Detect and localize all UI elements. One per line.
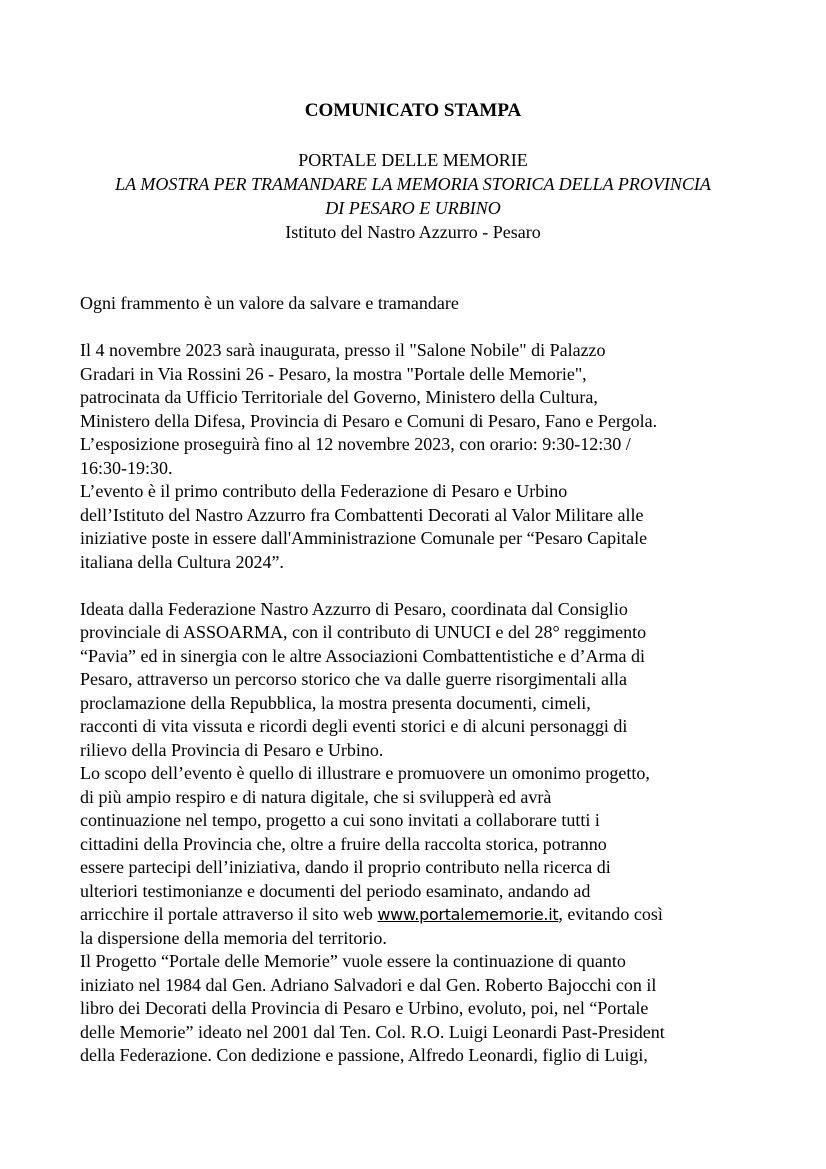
text-line: Pesaro, attraverso un percorso storico che va dalle guerre risorgimentali alla <box>80 669 627 689</box>
link-line-before: arricchire il portale attraverso il sito web <box>80 904 378 924</box>
text-line: la dispersione della memoria del territorio. <box>80 927 387 948</box>
paragraph-1 <box>80 339 760 574</box>
exhibit-subtitle-line-1: LA MOSTRA PER TRAMANDARE LA MEMORIA STORICA DELLA PROVINCIA <box>115 174 711 194</box>
text-line: Lo scopo dell’evento è quello di illustrare e promuovere un omonimo progetto, <box>80 763 650 783</box>
text-line: Il Progetto “Portale delle Memorie” vuole essere la continuazione di quanto <box>80 951 626 971</box>
text-line: Il 4 novembre 2023 sarà inaugurata, presso il "Salone Nobile" di Palazzo <box>80 340 606 360</box>
text-line: L’evento è il primo contributo della Federazione di Pesaro e Urbino <box>80 481 568 501</box>
text-line: continuazione nel tempo, progetto a cui sono invitati a collaborare tutti i <box>80 810 600 830</box>
text-line: Ideata dalla Federazione Nastro Azzurro di Pesaro, coordinata dal Consiglio <box>80 598 628 619</box>
text-line: proclamazione della Repubblica, la mostra presenta documenti, cimeli, <box>80 692 591 713</box>
text-line: cittadini della Provincia che, oltre a fruire della raccolta storica, potranno <box>80 833 607 854</box>
exhibit-subtitle-line-2: DI PESARO E URBINO <box>325 198 501 218</box>
paragraph-2 <box>80 598 760 1068</box>
text-line: della Federazione. Con dedizione e passione, Alfredo Leonardi, figlio di Luigi, <box>80 1045 648 1065</box>
text-line: Ministero della Difesa, Provincia di Pesaro e Comuni di Pesaro, Fano e Pergola. <box>80 410 658 431</box>
website-link[interactable]: www.portalememorie.it <box>377 905 559 924</box>
text-line: iniziato nel 1984 dal Gen. Adriano Salvadori e dal Gen. Roberto Bajocchi con il <box>80 974 657 995</box>
text-line: “Pavia” ed in sinergia con le altre Associazioni Combattentistiche e d’Arma di <box>80 645 645 666</box>
text-line: essere partecipi dell’iniziativa, dando il proprio contributo nella ricerca di <box>80 857 611 877</box>
spacer <box>80 316 760 340</box>
text-line: patrocinata da Ufficio Territoriale del Governo, Ministero della Cultura, <box>80 387 598 407</box>
press-release-title: COMUNICATO STAMPA <box>304 100 522 121</box>
text-line: libro dei Decorati della Provincia di Pesaro e Urbino, evoluto, poi, nel “Portale <box>80 998 649 1018</box>
tagline: Ogni frammento è un valore da salvare e tramandare <box>80 293 459 313</box>
portal-title: PORTALE DELLE MEMORIE <box>298 150 528 170</box>
body-text <box>80 292 760 1068</box>
text-line: L’esposizione proseguirà fino al 12 novembre 2023, con orario: 9:30-12:30 / <box>80 434 631 454</box>
text-line: dell’Istituto del Nastro Azzurro fra Combattenti Decorati al Valor Militare alle <box>80 504 644 525</box>
header-block <box>60 148 766 244</box>
text-line: di più ampio respiro e di natura digitale, che si svilupperà ed avrà <box>80 786 552 807</box>
text-line: delle Memorie” ideato nel 2001 dal Ten. Col. R.O. Luigi Leonardi Past-President <box>80 1021 665 1042</box>
text-line: 16:30-19:30. <box>80 457 173 478</box>
text-line: iniziative poste in essere dall'Amministrazione Comunale per “Pesaro Capitale <box>80 528 648 548</box>
text-line: Gradari in Via Rossini 26 - Pesaro, la mostra "Portale delle Memorie", <box>80 363 587 384</box>
text-line-with-link <box>80 903 760 927</box>
spacer <box>80 574 760 598</box>
institute-name: Istituto del Nastro Azzurro - Pesaro <box>285 222 541 242</box>
link-line-after: , evitando così <box>558 904 663 924</box>
text-line: italiana della Cultura 2024”. <box>80 551 284 572</box>
text-line: ulteriori testimonianze e documenti del periodo esaminato, andando ad <box>80 880 591 901</box>
text-line: racconti di vita vissuta e ricordi degli eventi storici e di alcuni personaggi di <box>80 716 628 736</box>
text-line: provinciale di ASSOARMA, con il contributo di UNUCI e del 28° reggimento <box>80 622 647 642</box>
text-line: rilievo della Provincia di Pesaro e Urbino. <box>80 739 384 760</box>
